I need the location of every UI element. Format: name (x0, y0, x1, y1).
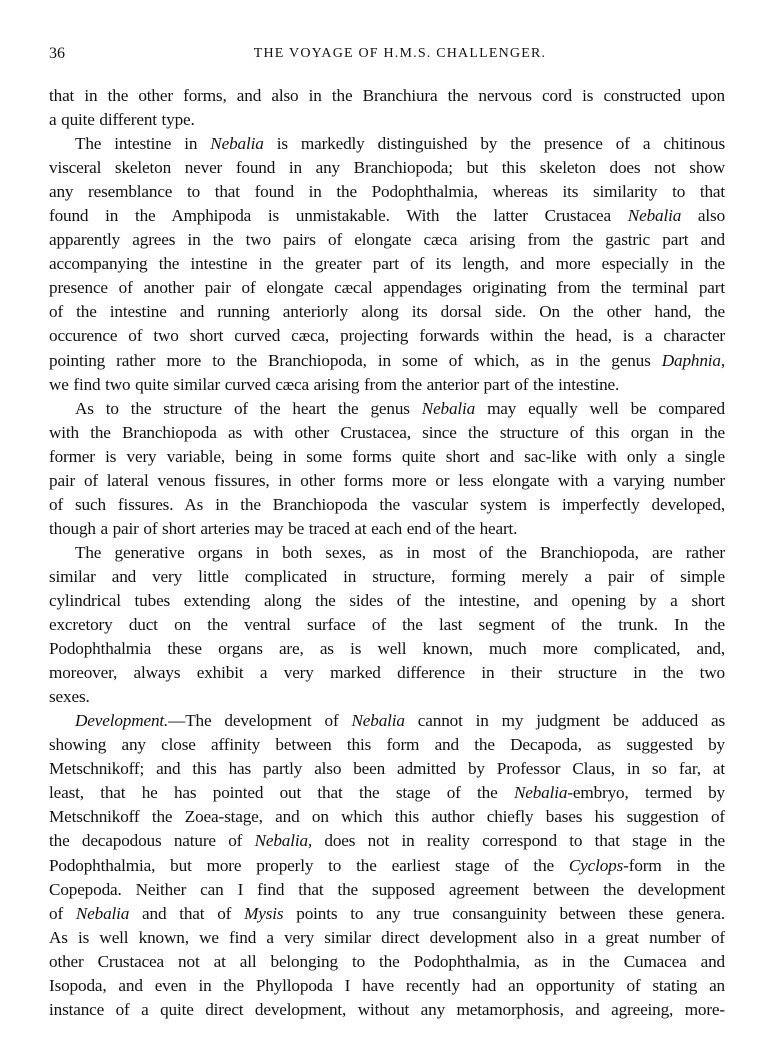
text-run: visceral skeleton never found in any Branchiopoda; but this skeleton does not show (49, 158, 725, 178)
text-line (49, 349, 725, 373)
text-run: Podophthalmia, but more properly to the earliest stage of the (49, 855, 569, 875)
body-text (49, 84, 725, 1022)
text-run: As is well known, we find a very similar direct development also in a great number of (49, 927, 725, 947)
text-line (49, 445, 725, 469)
text-run: also (681, 206, 726, 226)
text-line (49, 324, 725, 348)
text-run: of such fissures. As in the Branchiopoda the vascular system is imperfectly developed, (49, 494, 725, 514)
text-line (49, 276, 725, 300)
text-run: and that of (129, 903, 245, 923)
italic-term: Cyclops (568, 855, 624, 875)
text-line (49, 565, 725, 589)
text-line (49, 300, 725, 324)
text-line (49, 156, 725, 180)
italic-term: Mysis (244, 903, 284, 923)
italic-term: Nebalia (210, 134, 264, 154)
text-run: -embryo, termed by (567, 783, 725, 803)
text-run: Copepoda. Neither can I find that the supposed agreement between the development (49, 879, 725, 899)
text-line (49, 805, 725, 829)
paragraph (49, 84, 725, 132)
text-run: Metschnikoff; and this has partly also been admitted by Professor Claus, in so far, at (49, 759, 725, 779)
text-run: that in the other forms, and also in the Branchiura the nervous cord is constructed upon (49, 86, 725, 105)
text-line (49, 661, 725, 685)
text-line (49, 132, 725, 156)
text-run: apparently agrees in the two pairs of elongate cæca arising from the gastric part and (49, 230, 725, 250)
text-line (49, 637, 725, 661)
text-line (49, 733, 725, 757)
text-line (49, 854, 725, 878)
text-run: cylindrical tubes extending along the sides of the intestine, and opening by a short (49, 590, 725, 610)
text-run: The intestine in (75, 134, 211, 154)
italic-term: Nebalia, (254, 831, 313, 851)
italic-term: Daphnia, (661, 350, 725, 370)
text-line (49, 397, 725, 421)
text-run: excretory duct on the ventral surface of the last segment of the trunk. In the (49, 615, 725, 635)
text-line (49, 84, 725, 108)
text-line (49, 204, 725, 228)
text-line (49, 252, 725, 276)
text-run: cannot in my judgment be adduced as (404, 711, 725, 731)
italic-term: Nebalia (421, 398, 476, 418)
text-run: is markedly distinguished by the presence of a chitinous (263, 134, 725, 154)
text-run: The generative organs in both sexes, as in most of the Branchiopoda, are rather (75, 542, 725, 562)
text-line (49, 228, 725, 252)
text-run: other Crustacea not at all belonging to the Podophthalmia, as in the Cumacea and (49, 951, 725, 971)
text-line (49, 373, 725, 397)
text-line (49, 902, 725, 926)
text-line (49, 517, 725, 541)
text-line (49, 781, 725, 805)
text-run: a quite different type. (49, 110, 195, 130)
text-run: any resemblance to that found in the Podophthalmia, whereas its similarity to that (49, 182, 725, 202)
text-line (49, 878, 725, 902)
text-run: instance of a quite direct development, without any metamorphosis, and agreeing, more- (49, 999, 725, 1019)
text-run: found in the Amphipoda is unmistakable. With the latter Crustacea (49, 206, 628, 226)
text-run: moreover, always exhibit a very marked difference in their structure in the two (49, 663, 725, 683)
paragraph (49, 397, 725, 541)
text-run: does not in reality correspond to that stage in the (312, 831, 725, 851)
running-head (49, 40, 725, 68)
text-line (49, 541, 725, 565)
text-line (49, 829, 725, 853)
text-run: Isopoda, and even in the Phyllopoda I have recently had an opportunity of stating an (49, 975, 725, 995)
text-run: the decapodous nature of (49, 831, 255, 851)
text-run: of the intestine and running anteriorly along its dorsal side. On the other hand, the (49, 302, 725, 322)
paragraph (49, 709, 725, 1022)
text-run: —The development of (168, 711, 352, 731)
text-run: we find two quite similar curved cæca arising from the anterior part of the intestine. (49, 374, 620, 394)
text-run: similar and very little complicated in structure, forming merely a pair of simple (49, 566, 725, 586)
paragraph (49, 541, 725, 709)
text-line (49, 180, 725, 204)
text-line (49, 757, 725, 781)
italic-term: Nebalia (351, 711, 405, 731)
text-line (49, 589, 725, 613)
text-line (49, 950, 725, 974)
text-run: though a pair of short arteries may be traced at each end of the heart. (49, 518, 518, 538)
text-line (49, 613, 725, 637)
text-line (49, 926, 725, 950)
text-run: pair of lateral venous fissures, in other forms more or less elongate with a varying number (49, 470, 725, 490)
text-run: presence of another pair of elongate cæcal appendages originating from the terminal part (49, 278, 725, 298)
text-run: -form in the (623, 855, 725, 875)
text-run: showing any close affinity between this form and the Decapoda, as suggested by (49, 735, 725, 755)
text-line (49, 998, 725, 1022)
text-run: with the Branchiopoda as with other Crustacea, since the structure of this organ in the (49, 422, 725, 442)
italic-term: Nebalia (627, 206, 682, 226)
text-line (49, 685, 725, 709)
text-run: former is very variable, being in some forms quite short and sac-like with only a single (49, 446, 725, 466)
text-run: sexes. (49, 687, 90, 707)
text-run: occurence of two short curved cæca, projecting forwards within the head, is a character (49, 326, 725, 346)
text-run: As to the structure of the heart the genus (75, 398, 422, 418)
text-run: of (49, 903, 76, 923)
text-line (49, 493, 725, 517)
running-title: THE VOYAGE OF H.M.S. CHALLENGER. (253, 46, 547, 61)
book-page (49, 40, 725, 1022)
text-run: Metschnikoff the Zoea-stage, and on which this author chiefly bases his suggestion of (49, 807, 725, 827)
page-number: 36 (49, 45, 65, 62)
text-line (49, 469, 725, 493)
text-line (49, 421, 725, 445)
italic-term: Nebalia (75, 903, 130, 923)
text-run: Podophthalmia these organs are, as is well known, much more complicated, and, (49, 639, 725, 659)
italic-term: Development. (75, 711, 169, 731)
text-run: may equally well be compared (475, 398, 725, 418)
text-run: points to any true consanguinity between these genera. (283, 903, 725, 923)
text-run: pointing rather more to the Branchiopoda, in some of which, as in the genus (49, 350, 662, 370)
italic-term: Nebalia (513, 783, 568, 803)
text-run: accompanying the intestine in the greater part of its length, and more especially in the (49, 254, 725, 274)
text-line (49, 974, 725, 998)
paragraph (49, 132, 725, 397)
text-run: least, that he has pointed out that the stage of the (49, 783, 514, 803)
text-line (49, 108, 725, 132)
text-line (49, 709, 725, 733)
